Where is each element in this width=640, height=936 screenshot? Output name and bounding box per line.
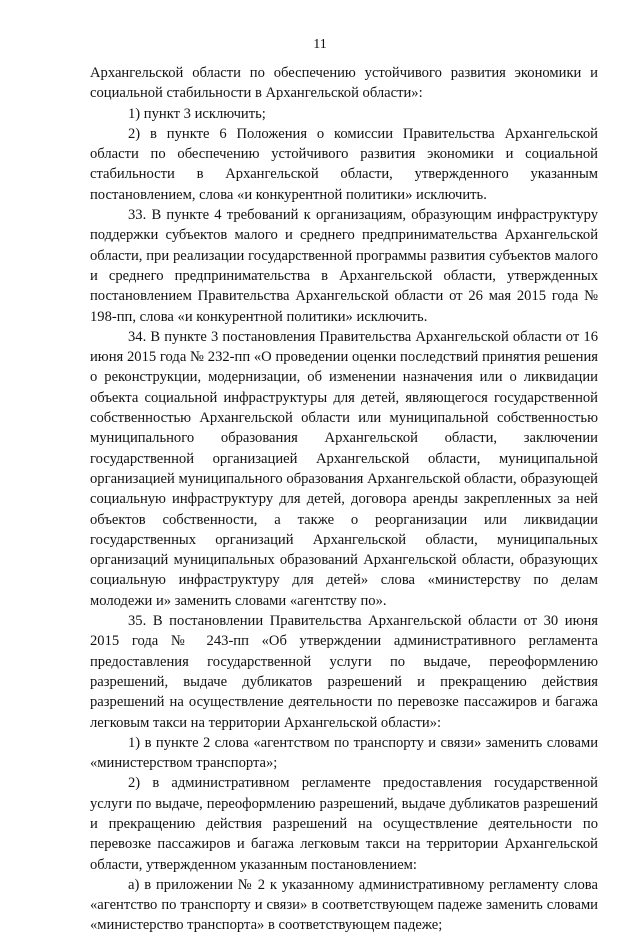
document-body: [90, 63, 598, 936]
paragraph-item-1: 1) пункт 3 исключить;: [128, 105, 266, 122]
paragraph-33: 33. В пункте 4 требований к организациям, образующим инфраструктуру поддержки субъектов малого и среднего предпринимательства Архангельской области, при реализации государственной программы развития субъектов малого и среднего предпринимательства в Архангельской области, утвержденных постановлением Правительства Архангельской области от 26 мая 2015 года № 198-пп, слова «и конкурентной политики» исключить.: [90, 207, 598, 325]
paragraph-35: 35. В постановлении Правительства Архангельской области от 30 июня 2015 года № 243-пп «Об утверждении административного регламента предоставления государственной услуги по выдаче, переоформлению разрешений, выдаче дубликатов разрешений и прекращению действия разрешений на осуществление деятельности по перевозке пассажиров и багажа легковым такси на территории Архангельской области»:: [90, 613, 598, 731]
paragraph-34: 34. В пункте 3 постановления Правительства Архангельской области от 16 июня 2015 года № 232-пп «О проведении оценки последствий принятия решения о реконструкции, модернизации, об изменении назначения или о ликвидации объекта социальной инфраструктуры для детей, являющегося государственной собственностью Архангельской области или муниципальной собственностью муниципального образования Архангельской области, заключении государственной организацией Архангельской области, муниципальной организацией муниципального образования Архангельской области, образующей социальную инфраструктуру для детей, договора аренды закрепленных за ней объектов собственности, а также о реорганизации или ликвидации государственных организаций Архангельской области, муниципальных организаций муниципальных образований Архангельской области, образующих социальную инфраструктуру для детей» слова «министерству по делам молодежи и» заменить словами «агентству по».: [90, 328, 598, 609]
paragraph-35-item-2: 2) в административном регламенте предоставления государственной услуги по выдаче, переоформлению разрешений, выдаче дубликатов разрешений и прекращению действия разрешений на осуществление деятельности по перевозке пассажиров и багажа легковым такси на территории Архангельской области, утвержденном указанным постановлением:: [90, 775, 598, 873]
paragraph-35-item-1: 1) в пункте 2 слова «агентством по транспорту и связи» заменить словами «министерством транспорта»;: [90, 734, 598, 772]
paragraph-continuation: Архангельской области по обеспечению устойчивого развития экономики и социальной стабильности в Архангельской области»:: [90, 65, 598, 102]
page-number: 11: [313, 37, 327, 52]
paragraph-35-item-2a: а) в приложении № 2 к указанному административному регламенту слова «агентство по транспорту и связи» в соответствующем падеже заменить словами «министерство транспорта» в соответствующем падеже;: [90, 876, 598, 934]
paragraph-item-2: 2) в пункте 6 Положения о комиссии Правительства Архангельской области по обеспечению устойчивого развития экономики и социальной стабильности в Архангельской области, утвержденного указанным постановлением, слова «и конкурентной политики» исключить.: [90, 125, 598, 203]
